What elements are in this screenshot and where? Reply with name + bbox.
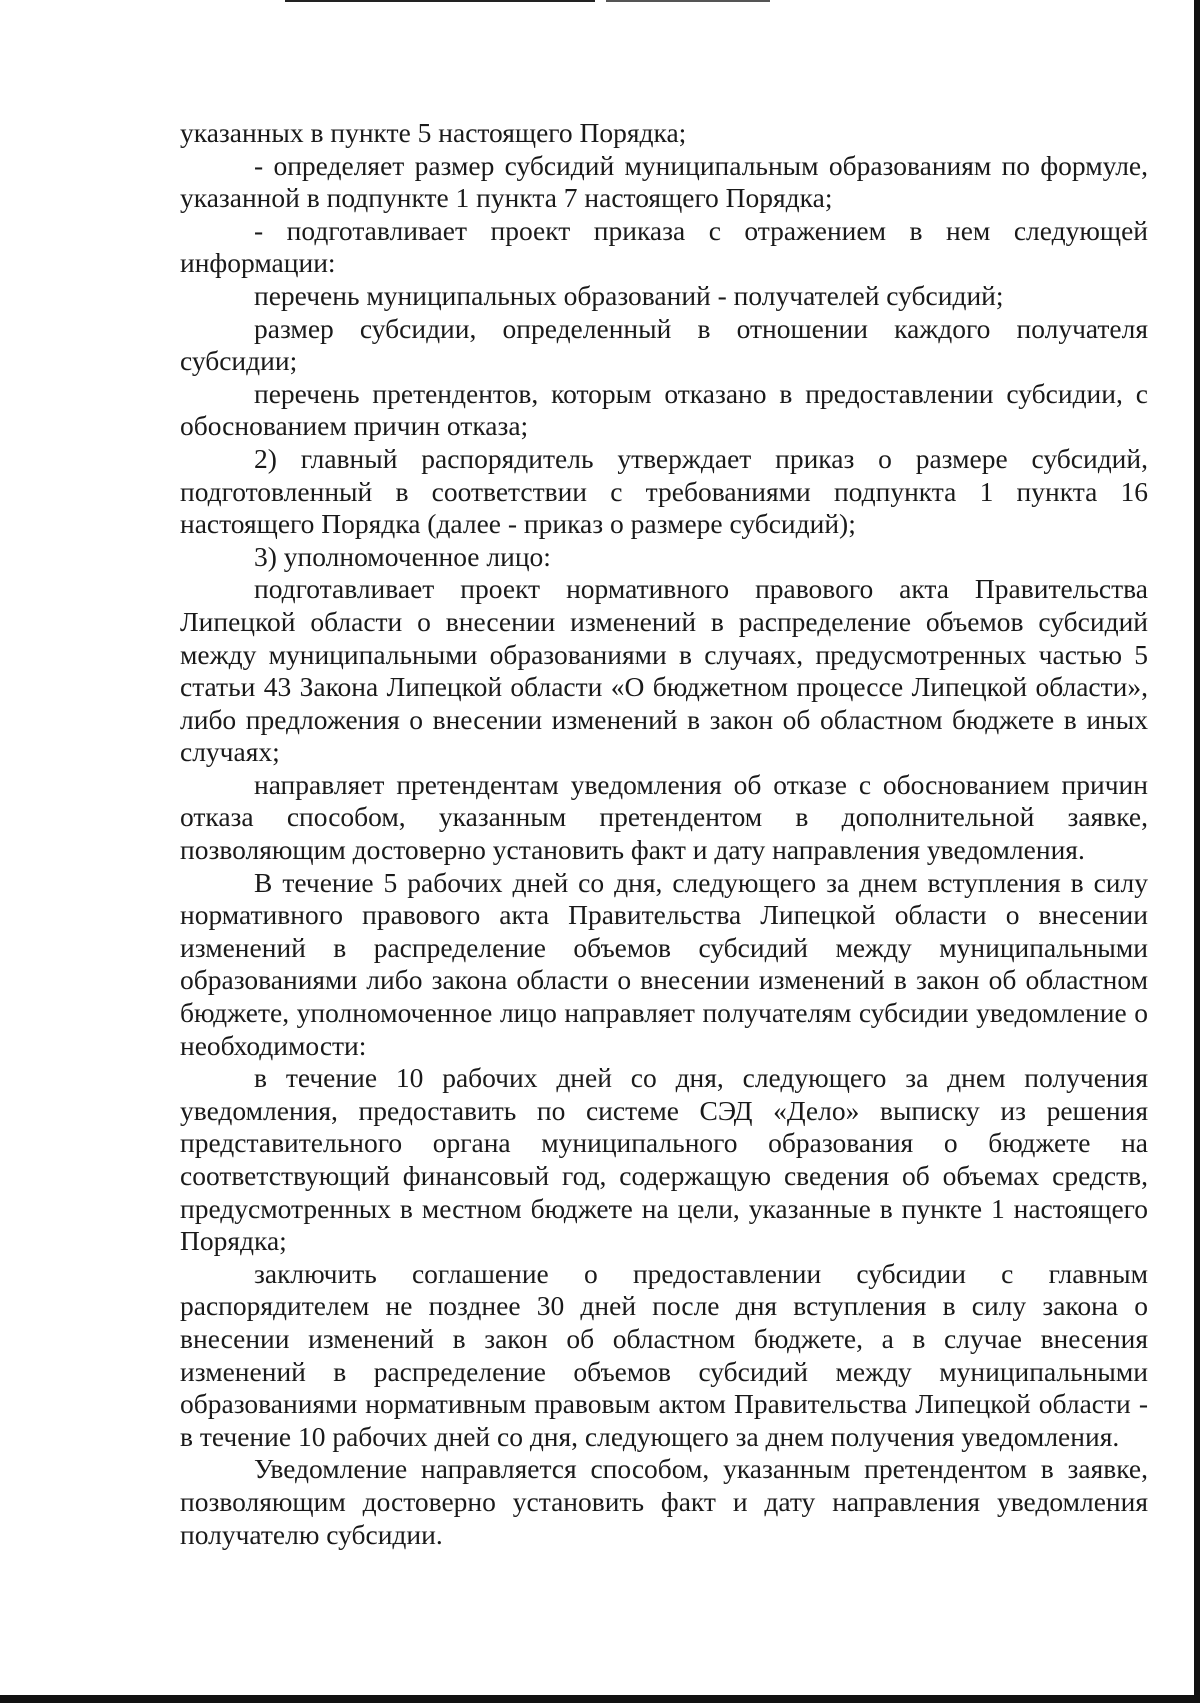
paragraph-five-days: В течение 5 рабочих дней со дня, следующего за днем вступления в силу нормативного правового акта Правительства Липецкой области о внесении изменений в распределение объемов субсидий между муниципальными образованиями либо закона области о внесении изменений в закон об областном бюджете, уполномоченное лицо направляет получателям субсидии уведомление о необходимости: (180, 866, 1148, 1061)
paragraph-notification-method: Уведомление направляется способом, указанным претендентом в заявке, позволяющим достоверно установить факт и дату направления уведомления получателю субсидии. (180, 1453, 1148, 1550)
paragraph-subsidy-amount: размер субсидии, определенный в отношении каждого получателя субсидии; (180, 312, 1148, 377)
paragraph-item-3: 3) уполномоченное лицо: (254, 540, 551, 572)
paragraph-rejected-applicants: перечень претендентов, которым отказано в предоставлении субсидии, с обоснованием причин отказа; (180, 377, 1148, 442)
paragraph-draft-order: - подготавливает проект приказа с отражением в нем следующей информации: (180, 214, 1148, 279)
paragraph-conclude-agreement: заключить соглашение о предоставлении субсидии с главным распорядителем не позднее 30 дней после дня вступления в силу закона о внесении изменений в закон об областном бюджете, а в случае внесения изменений в распределение объемов субсидий между муниципальными образованиями нормативным правовым актом Правительства Липецкой области - в течение 10 рабочих дней со дня, следующего за днем получения уведомления. (180, 1257, 1148, 1452)
paragraph-sends-refusal: направляет претендентам уведомления об отказе с обоснованием причин отказа способом, указанным претендентом в дополнительной заявке, позволяющим достоверно установить факт и дату направления уведомления. (180, 768, 1148, 866)
paragraph-continuation: указанных в пункте 5 настоящего Порядка; (180, 117, 687, 148)
scan-top-edge-mark (285, 0, 595, 2)
paragraph-municipalities-list: перечень муниципальных образований - получателей субсидий; (254, 279, 1004, 311)
scan-bottom-edge (0, 1695, 1200, 1703)
paragraph-prepares-act: подготавливает проект нормативного правового акта Правительства Липецкой области о внесении изменений в распределение объемов субсидий между муниципальными образованиями в случаях, предусмотренных частью 5 статьи 43 Закона Липецкой области «О бюджетном процессе Липецкой области», либо предложения о внесении изменений в закон об областном бюджете в иных случаях; (180, 573, 1148, 768)
paragraph-subsidy-size: - определяет размер субсидий муниципальным образованиям по формуле, указанной в подпункте 1 пункта 7 настоящего Порядка; (180, 149, 1148, 214)
paragraph-ten-days-extract: в течение 10 рабочих дней со дня, следующего за днем получения уведомления, предоставить по системе СЭД «Дело» выписку из решения представительного органа муниципального образования о бюджете на соответствующий финансовый год, содержащую сведения об объемах средств, предусмотренных в местном бюджете на цели, указанные в пункте 1 настоящего Порядка; (180, 1062, 1148, 1257)
paragraph-item-2: 2) главный распорядитель утверждает приказ о размере субсидий, подготовленный в соответствии с требованиями подпункта 1 пункта 16 настоящего Порядка (далее - приказ о размере субсидий); (180, 442, 1148, 540)
scan-top-edge-mark-secondary (606, 0, 770, 2)
scan-right-edge (1194, 0, 1200, 1703)
document-body (180, 117, 1148, 1551)
